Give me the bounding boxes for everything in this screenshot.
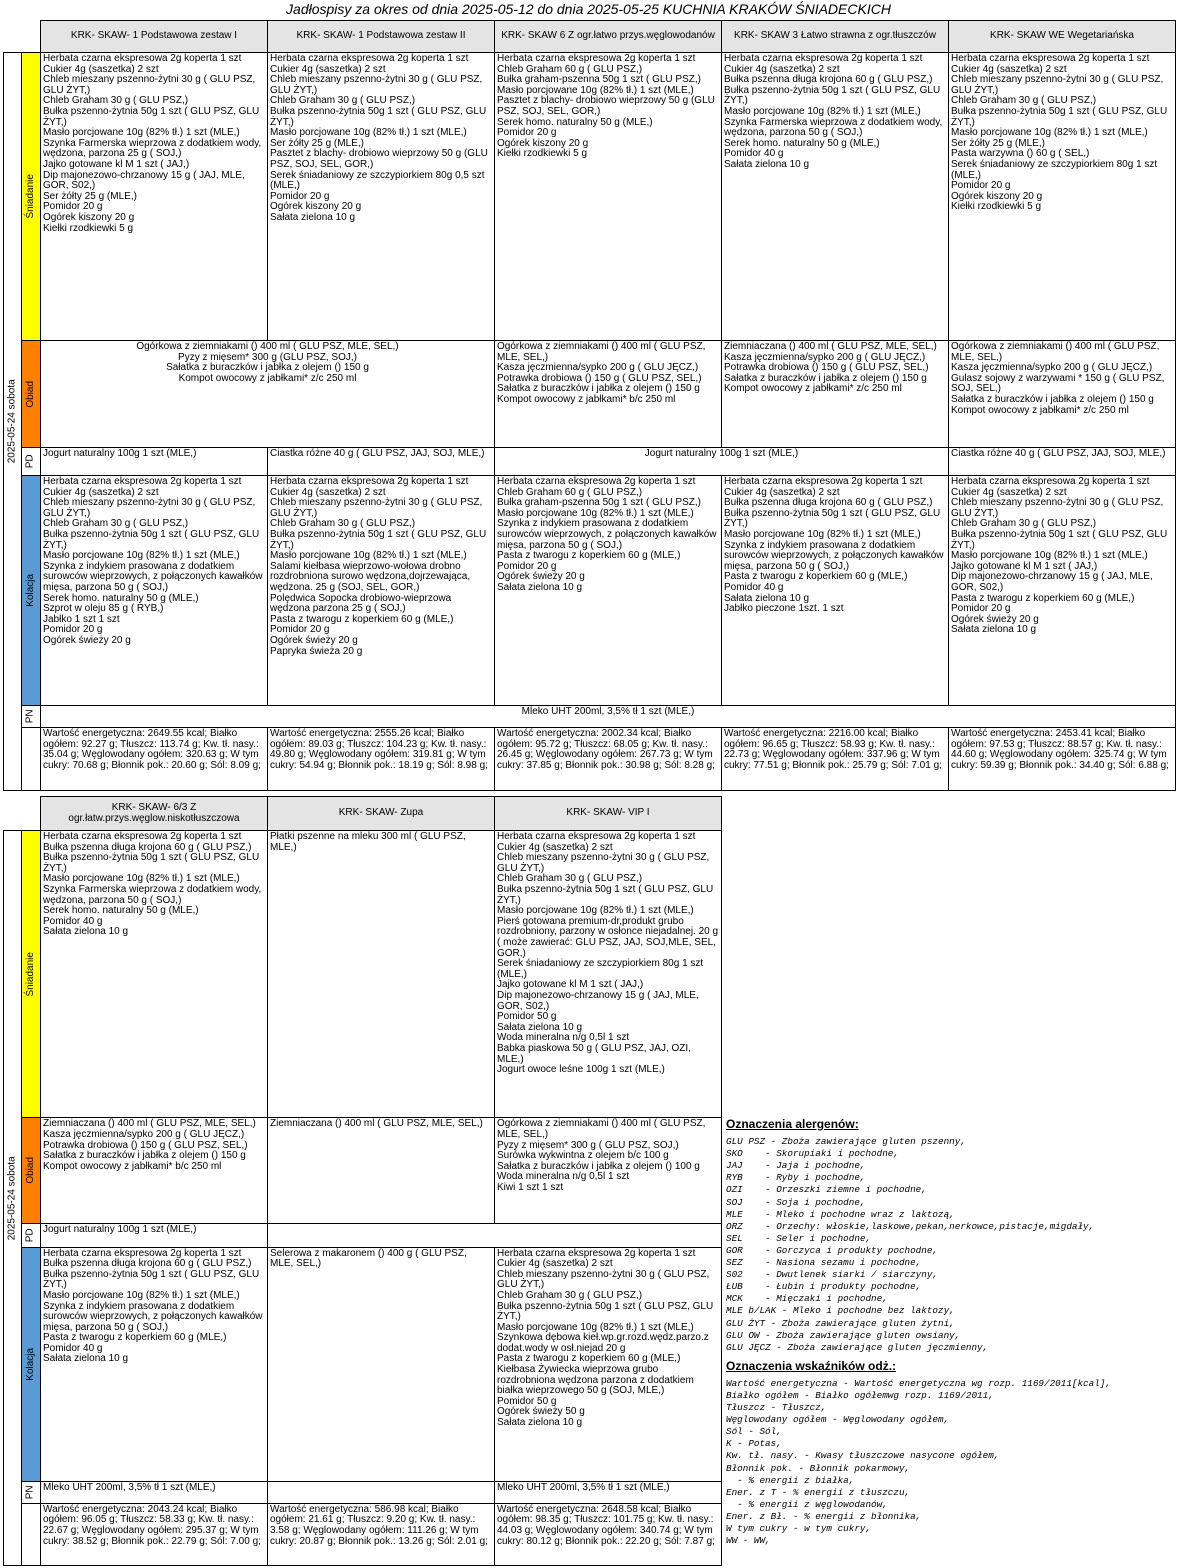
allergen-item: S02 - Dwutlenek siarki / siarczyny, — [726, 1269, 939, 1281]
indicators-list — [726, 1378, 1176, 1547]
menu-cell: Mleko UHT 200ml, 3,5% tł 1 szt (MLE,) — [41, 1481, 268, 1503]
allergen-item: ORZ - Orzechy: włoskie,laskowe,pekan,nerkowce,pistacje,migdały, — [726, 1220, 1095, 1232]
allergen-item: ŁUB - Łubin i produkty pochodne, — [726, 1281, 922, 1293]
diet-header: KRK- SKAW- VIP I — [495, 797, 722, 831]
meal-label-pd: PD — [22, 448, 41, 476]
menu-cell: Herbata czarna ekspresowa 2g koperta 1 szt Cukier 4g (saszetka) 2 szt Bułka pszenna długa krojona 60 g ( GLU PSZ,) Bułka pszenno-żytnia 50g 1 szt ( GLU PSZ, GLU ŻYT,) Masło porcjowane 10g (82% tł.) 1 szt (MLE,) Szynka Farmerska wieprzowa z dodatkiem wody, wędzona, parzona 50 g ( SOJ,) Serek homo. naturalny 50 g (MLE,) Pomidor 40 g Sałata zielona 10 g — [722, 53, 949, 341]
menu-table-extra — [3, 796, 722, 1566]
allergen-item: GLU ŻYT - Zboża zawierające gluten żytni, — [726, 1317, 955, 1329]
meal-label-sniadanie: Śniadanie — [22, 53, 41, 341]
indicator-item: Tłuszcz - Tłuszcz, — [726, 1402, 827, 1414]
menu-cell-merged: Jogurt naturalny 100g 1 szt (MLE,) — [495, 448, 949, 476]
meal-label-pd: PD — [22, 1223, 41, 1247]
allergen-item: GLU OW - Zboża zawierające gluten owsiany, — [726, 1329, 961, 1341]
allergen-item: RYB - Ryby i pochodne, — [726, 1172, 866, 1184]
legend — [726, 1118, 1176, 1547]
menu-cell: Jogurt naturalny 100g 1 szt (MLE,) — [41, 448, 268, 476]
allergen-item: GLU JĘCZ - Zboża zawierające gluten jęczmienny, — [726, 1341, 989, 1353]
menu-cell: Herbata czarna ekspresowa 2g koperta 1 szt Cukier 4g (saszetka) 2 szt Chleb mieszany pszenno-żytni 30 g ( GLU PSZ, GLU ŻYT,) Chleb Graham 30 g ( GLU PSZ,) Bułka pszenno-żytnia 50g 1 szt ( GLU PSZ, GLU ŻYT,) Masło porcjowane 10g (82% tł.) 1 szt (MLE,) Salami kiełbasa wieprzowo-wołowa drobno rozdrobniona surowo wędzona,dojrzewająca, wędzona. 25 g (SOJ, SEL, GOR,) Polędwica Sopocka drobiowo-wieprzowa wędzona parzona 25 g ( SOJ,) Pasta z twarogu z koperkiem 60 g (MLE,) Pomidor 20 g Ogórek świeży 20 g Papryka świeża 20 g — [268, 476, 495, 706]
indicator-item: W tym cukry - w tym cukry, — [726, 1523, 872, 1534]
menu-cell — [268, 1481, 495, 1503]
indicators-title: Oznaczenia wskaźników odż.: — [726, 1358, 897, 1373]
menu-cell-merged: Mleko UHT 200ml, 3,5% tł 1 szt (MLE,) — [41, 706, 1176, 728]
nutrition-cell: Wartość energetyczna: 2648.58 kcal; Białko ogółem: 98.35 g; Tłuszcz: 101.75 g; Kw. tł. nasy.: 44.03 g; Węglowodany ogółem: 340.74 g; W tym cukry: 80.12 g; Błonnik pok.: 22.20 g; Sól: 7.87 g; — [495, 1503, 722, 1565]
indicator-item: WW - WW, — [726, 1535, 771, 1547]
menu-cell: Selerowa z makaronem () 400 g ( GLU PSZ, MLE, SEL,) — [268, 1247, 495, 1481]
indicator-item: - % energii z węglowodanów, — [726, 1498, 888, 1510]
indicator-item: Ener. z Bł. - % energii z błonnika, — [726, 1510, 922, 1522]
menu-cell: Herbata czarna ekspresowa 2g koperta 1 szt Cukier 4g (saszetka) 2 szt Chleb mieszany pszenno-żytni 30 g ( GLU PSZ, GLU ŻYT,) Chleb Graham 30 g ( GLU PSZ,) Bułka pszenno-żytnia 50g 1 szt ( GLU PSZ, GLU ŻYT,) Masło porcjowane 10g (82% tł.) 1 szt (MLE,) Jajko gotowane kl M 1 szt ( JAJ,) Dip majonezowo-chrzanowy 15 g ( JAJ, MLE, GOR, S02,) Pasta z twarogu z koperkiem 60 g (MLE,) Pomidor 20 g Ogórek świeży 20 g Sałata zielona 10 g — [949, 476, 1176, 706]
menu-cell: Jogurt naturalny 100g 1 szt (MLE,) — [41, 1223, 268, 1247]
allergen-item: GOR - Gorczyca i produkty pochodne, — [726, 1244, 939, 1256]
menu-cell: Herbata czarna ekspresowa 2g koperta 1 szt Cukier 4g (saszetka) 2 szt Chleb mieszany pszenno-żytni 30 g ( GLU PSZ, GLU ŻYT,) Chleb Graham 30 g ( GLU PSZ,) Bułka pszenno-żytnia 50g 1 szt ( GLU PSZ, GLU ŻYT,) Masło porcjowane 10g (82% tł.) 1 szt (MLE,) Ser żółty 25 g (MLE,) Pasta warzywna () 60 g ( SEL,) Serek śniadaniowy ze szczypiorkiem 80g 1 szt (MLE,) Pomidor 20 g Ogórek kiszony 20 g Kiełki rzodkiewki 5 g — [949, 53, 1176, 341]
menu-cell: Ziemniaczana () 400 ml ( GLU PSZ, MLE, SEL,) — [268, 1118, 495, 1223]
diet-header: KRK- SKAW- 1 Podstawowa zestaw II — [268, 21, 495, 53]
nutrition-cell: Wartość energetyczna: 2216.00 kcal; Białko ogółem: 96.65 g; Tłuszcz: 58.93 g; Kw. tł. nasy.: 22.73 g; Węglowodany ogółem: 337.96 g; W tym cukry: 77.51 g; Błonnik pok.: 25.79 g; Sól: 7.01 g; — [722, 728, 949, 791]
allergen-item: SEZ - Nasiona sezamu i pochodne, — [726, 1257, 922, 1269]
menu-cell: Herbata czarna ekspresowa 2g koperta 1 szt Cukier 4g (saszetka) 2 szt Chleb mieszany pszenno-żytni 30 g ( GLU PSZ, GLU ŻYT,) Chleb Graham 30 g ( GLU PSZ,) Bułka pszenno-żytnia 50g 1 szt ( GLU PSZ, GLU ŻYT,) Masło porcjowane 10g (82% tł.) 1 szt (MLE,) Ser żółty 25 g (MLE,) Pasztet z blachy- drobiowo wieprzowy 50 g (GLU PSZ, SOJ, SEL, GOR,) Serek śniadaniowy ze szczypiorkiem 80g 0,5 szt (MLE,) Pomidor 20 g Ogórek kiszony 20 g Sałata zielona 10 g — [268, 53, 495, 341]
menu-cell-merged: Ogórkowa z ziemniakami () 400 ml ( GLU PSZ, MLE, SEL,) Pyzy z mięsem* 300 g (GLU PSZ, SOJ,) Sałatka z buraczków i jabłka z olejem () 150 g Kompot owocowy z jabłkami* z/c 250 ml — [41, 341, 495, 448]
allergen-item: OZI - Orzeszki ziemne i pochodne, — [726, 1184, 927, 1196]
allergens-list — [726, 1136, 1176, 1354]
meal-label-kolacja: Kolacja — [22, 476, 41, 706]
menu-table-week — [3, 20, 1176, 791]
meal-label-obiad: Obiad — [22, 1118, 41, 1223]
allergen-item: JAJ - Jaja i pochodne, — [726, 1160, 866, 1172]
allergens-title: Oznaczenia alergenów: — [726, 1117, 859, 1131]
indicator-item: Białko ogółem - Białko ogółemwg rozp. 1169/2011, — [726, 1389, 994, 1401]
menu-cell: Herbata czarna ekspresowa 2g koperta 1 szt Chleb Graham 60 g ( GLU PSZ,) Bułka graham-pszenna 50g 1 szt ( GLU PSZ,) Masło porcjowane 10g (82% tł.) 1 szt (MLE,) Szynka z indykiem prasowana z dodatkiem surowców wieprzowych, z połączonych kawałków mięsa, parzona 50 g ( SOJ,) Pasta z twarogu z koperkiem 60 g (MLE,) Pomidor 20 g Ogórek świeży 20 g Sałata zielona 10 g — [495, 476, 722, 706]
menu-cell: Ciastka różne 40 g ( GLU PSZ, JAJ, SOJ, MLE,) — [949, 448, 1176, 476]
allergen-item: MCK - Mięczaki i pochodne, — [726, 1293, 888, 1305]
diet-header: KRK- SKAW- Zupa — [268, 797, 495, 831]
allergen-item: MLE b/LAK - Mleko i pochodne bez laktozy, — [726, 1305, 955, 1317]
menu-cell: Ziemniaczana () 400 ml ( GLU PSZ, MLE, SEL,) Kasza jęczmienna/sypko 200 g ( GLU JĘCZ,) Potrawka drobiowa () 150 g ( GLU PSZ, SEL,) Sałatka z buraczków i jabłka z olejem () 150 g Kompot owocowy z jabłkami* b/c 250 ml — [41, 1118, 268, 1223]
diet-header: KRK- SKAW WE Wegetariańska — [949, 21, 1176, 53]
date-label: 2025-05-24 sobota — [4, 53, 22, 791]
allergen-item: SKO - Skorupiaki i pochodne, — [726, 1148, 899, 1160]
meal-label-pn: PN — [22, 1481, 41, 1503]
indicator-item: Sól - Sól, — [726, 1426, 782, 1438]
allergen-item: SOJ - Soja i pochodne, — [726, 1196, 866, 1208]
nutrition-cell: Wartość energetyczna: 2649.55 kcal; Białko ogółem: 92.27 g; Tłuszcz: 113.74 g; Kw. tł. nasy.: 35.04 g; Węglowodany ogółem: 320.63 g; W tym cukry: 70.68 g; Błonnik pok.: 20.60 g; Sól: 8.09 g; — [41, 728, 268, 791]
menu-cell: Ogórkowa z ziemniakami () 400 ml ( GLU PSZ, MLE, SEL,) Pyzy z mięsem* 300 g ( GLU PSZ, SOJ,) Surówka wykwintna z olejem b/c 100 g Sałatka z buraczków i jabłka z olejem () 100 g Woda mineralna n/g 0,5l 1 szt Kiwi 1 szt 1 szt — [495, 1118, 722, 1223]
menu-cell: Herbata czarna ekspresowa 2g koperta 1 szt Cukier 4g (saszetka) 2 szt Chleb mieszany pszenno-żytni 30 g ( GLU PSZ, GLU ŻYT,) Chleb Graham 30 g ( GLU PSZ,) Bułka pszenno-żytnia 50g 1 szt ( GLU PSZ, GLU ŻYT,) Masło porcjowane 10g (82% tł.) 1 szt (MLE,) Szynka z indykiem prasowana z dodatkiem surowców wieprzowych, z połączonych kawałków mięsa, parzona 50 g ( SOJ,) Serek homo. naturalny 50 g (MLE,) Szprot w oleju 85 g ( RYB,) Jabłko 1 szt 1 szt Pomidor 20 g Ogórek świeży 20 g — [41, 476, 268, 706]
indicator-item: Kw. tł. nasy. - Kwasy tłuszczowe nasycone ogółem, — [726, 1450, 1000, 1462]
menu-cell: Ogórkowa z ziemniakami () 400 ml ( GLU PSZ, MLE, SEL,) Kasza jęczmienna/sypko 200 g ( GLU JĘCZ,) Potrawka drobiowa () 150 g ( GLU PSZ, SEL,) Sałatka z buraczków i jabłka z olejem () 150 g Kompot owocowy z jabłkami* b/c 250 ml — [495, 341, 722, 448]
meal-label-obiad: Obiad — [22, 341, 41, 448]
allergen-item: SEL - Seler i pochodne, — [726, 1232, 872, 1244]
indicator-item: Węglowodany ogółem - Węglowodany ogółem, — [726, 1414, 950, 1426]
menu-cell: Herbata czarna ekspresowa 2g koperta 1 szt Cukier 4g (saszetka) 2 szt Chleb mieszany pszenno-żytni 30 g ( GLU PSZ, GLU ŻYT,) Chleb Graham 30 g ( GLU PSZ,) Bułka pszenno-żytnia 50g 1 szt ( GLU PSZ, GLU ŻYT,) Masło porcjowane 10g (82% tł.) 1 szt (MLE,) Pierś gotowana premium-dr,produkt grubo rozdrobniony, parzony w osłonce niejadalnej. 20 g ( może zawierać: GLU PSZ, JAJ, SOJ,MLE, SEL, GOR,) Serek śniadaniowy ze szczypiorkiem 80g 1 szt (MLE,) Jajko gotowane kl M 1 szt ( JAJ,) Dip majonezowo-chrzanowy 15 g ( JAJ, MLE, GOR, S02,) Pomidor 50 g Sałata zielona 10 g Woda mineralna n/g 0,5l 1 szt Babka piaskowa 50 g ( GLU PSZ, JAJ, OZI, MLE,) Jogurt owoce leśne 100g 1 szt (MLE,) — [495, 831, 722, 1118]
menu-cell: Herbata czarna ekspresowa 2g koperta 1 szt Bułka pszenna długa krojona 60 g ( GLU PSZ,) Bułka pszenno-żytnia 50g 1 szt ( GLU PSZ, GLU ŻYT,) Masło porcjowane 10g (82% tł.) 1 szt (MLE,) Szynka Farmerska wieprzowa z dodatkiem wody, wędzona, parzona 50 g ( SOJ,) Serek homo. naturalny 50 g (MLE,) Pomidor 40 g Sałata zielona 10 g — [41, 831, 268, 1118]
menu-cell: Herbata czarna ekspresowa 2g koperta 1 szt Bułka pszenna długa krojona 60 g ( GLU PSZ,) Bułka pszenno-żytnia 50g 1 szt ( GLU PSZ, GLU ŻYT,) Masło porcjowane 10g (82% tł.) 1 szt (MLE,) Szynka z indykiem prasowana z dodatkiem surowców wieprzowych, z połączonych kawałków mięsa, parzona 50 g ( SOJ,) Pasta z twarogu z koperkiem 60 g (MLE,) Pomidor 40 g Sałata zielona 10 g — [41, 1247, 268, 1481]
nutrition-cell: Wartość energetyczna: 586.98 kcal; Białko ogółem: 21.61 g; Tłuszcz: 9.20 g; Kw. tł. nasy.: 3.58 g; Węglowodany ogółem: 111.26 g; W tym cukry: 20.87 g; Błonnik pok.: 13.26 g; Sól: 2.01 g; — [268, 1503, 495, 1565]
indicator-item: Błonnik pok. - Błonnik pokarmowy, — [726, 1462, 911, 1474]
nutrition-cell: Wartość energetyczna: 2002.34 kcal; Białko ogółem: 95.72 g; Tłuszcz: 68.05 g; Kw. tł. nasy.: 26.45 g; Węglowodany ogółem: 267.73 g; W tym cukry: 37.85 g; Błonnik pok.: 30.98 g; Sól: 8.28 g; — [495, 728, 722, 791]
indicator-item: - % energii z białka, — [726, 1474, 855, 1486]
menu-cell: Ziemniaczana () 400 ml ( GLU PSZ, MLE, SEL,) Kasza jęczmienna/sypko 200 g ( GLU JĘCZ,) Potrawka drobiowa () 150 g ( GLU PSZ, SEL,) Sałatka z buraczków i jabłka z olejem () 150 g Kompot owocowy z jabłkami* z/c 250 ml — [722, 341, 949, 448]
menu-cell: Ciastka różne 40 g ( GLU PSZ, JAJ, SOJ, MLE,) — [268, 448, 495, 476]
indicator-item: K - Potas, — [726, 1438, 782, 1450]
diet-header: KRK- SKAW 6 Z ogr.łatwo przys.węglowodanów — [495, 21, 722, 53]
date-label: 2025-05-24 sobota — [4, 831, 22, 1566]
indicator-item: Wartość energetyczna - Wartość energetyczna wg rozp. 1169/2011[kcal], — [726, 1377, 1111, 1389]
menu-cell: Ogórkowa z ziemniakami () 400 ml ( GLU PSZ, MLE, SEL,) Kasza jęczmienna/sypko 200 g ( GLU JĘCZ,) Gulasz sojowy z warzywami * 150 g ( GLU PSZ, SOJ, SEL,) Sałatka z buraczków i jabłka z olejem () 150 g Kompot owocowy z jabłkami* z/c 250 ml — [949, 341, 1176, 448]
menu-cell: Herbata czarna ekspresowa 2g koperta 1 szt Cukier 4g (saszetka) 2 szt Chleb mieszany pszenno-żytni 30 g ( GLU PSZ, GLU ŻYT,) Chleb Graham 30 g ( GLU PSZ,) Bułka pszenno-żytnia 50g 1 szt ( GLU PSZ, GLU ŻYT,) Masło porcjowane 10g (82% tł.) 1 szt (MLE,) Szynka Farmerska wieprzowa z dodatkiem wody, wędzona, parzona 25 g ( SOJ,) Jajko gotowane kl M 1 szt ( JAJ,) Dip majonezowo-chrzanowy 15 g ( JAJ, MLE, GOR, S02,) Ser żółty 25 g (MLE,) Pomidor 20 g Ogórek kiszony 20 g Kiełki rzodkiewki 5 g — [41, 53, 268, 341]
menu-cell: Herbata czarna ekspresowa 2g koperta 1 szt Chleb Graham 60 g ( GLU PSZ,) Bułka graham-pszenna 50g 1 szt ( GLU PSZ,) Masło porcjowane 10g (82% tł.) 1 szt (MLE,) Pasztet z blachy- drobiowo wieprzowy 50 g (GLU PSZ, SOJ, SEL, GOR,) Serek homo. naturalny 50 g (MLE,) Pomidor 20 g Ogórek kiszony 20 g Kiełki rzodkiewki 5 g — [495, 53, 722, 341]
meal-label-pn: PN — [22, 706, 41, 728]
diet-header: KRK- SKAW- 1 Podstawowa zestaw I — [41, 21, 268, 53]
menu-cell: Herbata czarna ekspresowa 2g koperta 1 szt Cukier 4g (saszetka) 2 szt Bułka pszenna długa krojona 60 g ( GLU PSZ,) Bułka pszenno-żytnia 50g 1 szt ( GLU PSZ, GLU ŻYT,) Masło porcjowane 10g (82% tł.) 1 szt (MLE,) Szynka z indykiem prasowana z dodatkiem surowców wieprzowych, z połączonych kawałków mięsa, parzona 50 g ( SOJ,) Pasta z twarogu z koperkiem 60 g (MLE,) Pomidor 40 g Sałata zielona 10 g Jabłko pieczone 1szt. 1 szt — [722, 476, 949, 706]
meal-label-kolacja: Kolacja — [22, 1247, 41, 1481]
menu-cell — [268, 1223, 722, 1247]
menu-cell: Mleko UHT 200ml, 3,5% tł 1 szt (MLE,) — [495, 1481, 722, 1503]
allergen-item: GLU PSZ - Zboża zawierające gluten pszenny, — [726, 1136, 966, 1148]
nutrition-cell: Wartość energetyczna: 2453.41 kcal; Białko ogółem: 97.53 g; Tłuszcz: 88.57 g; Kw. tł. nasy.: 44.60 g; Węglowodany ogółem: 325.74 g; W tym cukry: 59.39 g; Błonnik pok.: 34.40 g; Sól: 6.88 g; — [949, 728, 1176, 791]
menu-cell: Płatki pszenne na mleku 300 ml ( GLU PSZ, MLE,) — [268, 831, 495, 1118]
meal-label-sniadanie: Śniadanie — [22, 831, 41, 1118]
diet-header: KRK- SKAW 3 Łatwo strawna z ogr.tłuszczów — [722, 21, 949, 53]
indicator-item: Ener. z T - % energii z tłuszczu, — [726, 1486, 911, 1498]
nutrition-cell: Wartość energetyczna: 2043.24 kcal; Białko ogółem: 96.05 g; Tłuszcz: 58.33 g; Kw. tł. nasy.: 22.67 g; Węglowodany ogółem: 295.37 g; W tym cukry: 38.52 g; Błonnik pok.: 22.79 g; Sól: 7.00 g; — [41, 1503, 268, 1565]
diet-header: KRK- SKAW- 6/3 Z ogr.łatw.przys.węglow.niskotłuszczowa — [41, 797, 268, 831]
page-title: Jadłospisy za okres od dnia 2025-05-12 do dnia 2025-05-25 KUCHNIA KRAKÓW ŚNIADECKICH — [286, 1, 891, 17]
allergen-item: MLE - Mleko i pochodne wraz z laktozą, — [726, 1208, 955, 1220]
menu-cell: Herbata czarna ekspresowa 2g koperta 1 szt Cukier 4g (saszetka) 2 szt Chleb mieszany pszenno-żytni 30 g ( GLU PSZ, GLU ŻYT,) Chleb Graham 30 g ( GLU PSZ,) Bułka pszenno-żytnia 50g 1 szt ( GLU PSZ, GLU ŻYT,) Masło porcjowane 10g (82% tł.) 1 szt (MLE,) Szynkowa dębowa kieł.wp.gr.rozd.wędz.parzo.z dodat.wody w osł.niejad 20 g Pasta z twarogu z koperkiem 60 g (MLE,) Kiełbasa Żywiecka wieprzowa grubo rozdrobniona wędzona parzona z dodatkiem białka wieprzowego 50 g (SOJ, MLE,) Pomidor 50 g Ogórek świeży 50 g Sałata zielona 10 g — [495, 1247, 722, 1481]
nutrition-cell: Wartość energetyczna: 2555.26 kcal; Białko ogółem: 89.03 g; Tłuszcz: 104.23 g; Kw. tł. nasy.: 49.80 g; Węglowodany ogółem: 319.81 g; W tym cukry: 54.94 g; Błonnik pok.: 18.19 g; Sól: 8.98 g; — [268, 728, 495, 791]
